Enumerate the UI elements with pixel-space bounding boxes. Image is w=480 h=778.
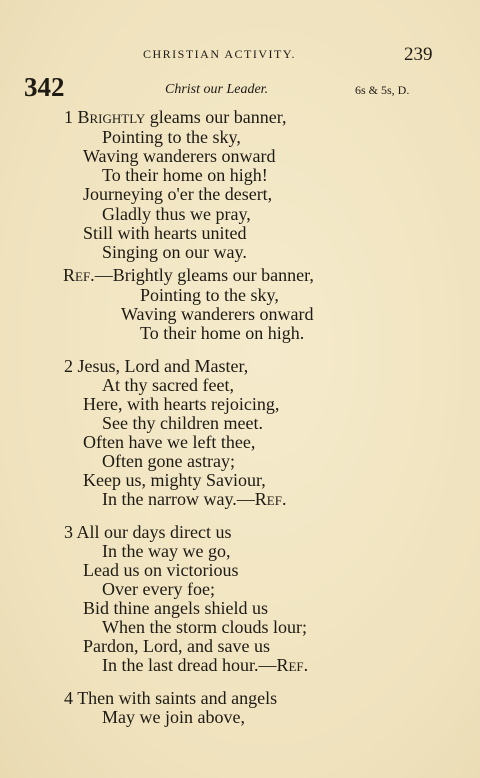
verse-number: 3 xyxy=(64,522,73,542)
line-text: Jesus, Lord and Master, xyxy=(77,356,249,376)
verse-number: 1 xyxy=(64,107,73,127)
verse-1-line-5: Journeying o'er the desert, xyxy=(83,184,273,204)
hymn-number: 342 xyxy=(24,72,65,102)
verse-3-line-7: Pardon, Lord, and save us xyxy=(83,636,270,656)
refrain-marker: Ref. xyxy=(254,489,287,509)
verse-number: 4 xyxy=(64,688,73,708)
verse-2-line-7: Keep us, mighty Saviour, xyxy=(83,470,266,490)
verse-1-line-4: To their home on high! xyxy=(102,165,268,185)
verse-4-line-1 xyxy=(64,689,277,707)
line-text: In the last dread hour.— xyxy=(102,655,277,675)
verse-1-line-7: Still with hearts united xyxy=(83,223,247,243)
verse-2-line-8 xyxy=(102,490,286,508)
line-text: In the narrow way.— xyxy=(102,489,255,509)
meter: 6s & 5s, D. xyxy=(355,83,410,97)
refrain-label: Ref. xyxy=(63,265,95,285)
running-head: CHRISTIAN ACTIVITY. xyxy=(143,47,296,61)
tune-title: Christ our Leader. xyxy=(165,82,269,97)
verse-number: 2 xyxy=(64,356,73,376)
refrain-line-4: To their home on high. xyxy=(140,323,305,343)
line-text: gleams our banner, xyxy=(149,107,287,127)
verse-3-line-5: Bid thine angels shield us xyxy=(83,598,268,618)
verse-3-line-2: In the way we go, xyxy=(102,541,231,561)
page-number: 239 xyxy=(404,44,433,65)
verse-2-line-6: Often gone astray; xyxy=(102,451,235,471)
verse-1-line-2: Pointing to the sky, xyxy=(102,127,241,147)
line-text: All our days direct us xyxy=(76,522,232,542)
verse-3-line-4: Over every foe; xyxy=(102,579,215,599)
first-word: Brightly xyxy=(77,107,146,127)
verse-2-line-1 xyxy=(64,357,248,375)
verse-2-line-5: Often have we left thee, xyxy=(83,432,256,452)
verse-1-line-8: Singing on our way. xyxy=(102,242,247,262)
verse-2-line-4: See thy children meet. xyxy=(102,413,263,433)
refrain-line-2: Pointing to the sky, xyxy=(140,285,279,305)
verse-1-line-3: Waving wanderers onward xyxy=(83,146,276,166)
line-text: —Brightly gleams our banner, xyxy=(94,265,314,285)
verse-1-line-6: Gladly thus we pray, xyxy=(102,204,251,224)
line-text: Then with saints and angels xyxy=(77,688,278,708)
verse-2-line-2: At thy sacred feet, xyxy=(102,375,234,395)
verse-4-line-2: May we join above, xyxy=(102,707,245,727)
verse-3-line-6: When the storm clouds lour; xyxy=(102,617,307,637)
verse-2-line-3: Here, with hearts rejoicing, xyxy=(83,394,280,414)
verse-3-line-8 xyxy=(102,656,308,674)
refrain-line-3: Waving wanderers onward xyxy=(121,304,314,324)
refrain-line-1 xyxy=(63,266,314,284)
verse-3-line-3: Lead us on victorious xyxy=(83,560,239,580)
refrain-marker: Ref. xyxy=(276,655,309,675)
verse-3-line-1 xyxy=(64,523,231,541)
verse-1-line-1 xyxy=(64,108,287,126)
